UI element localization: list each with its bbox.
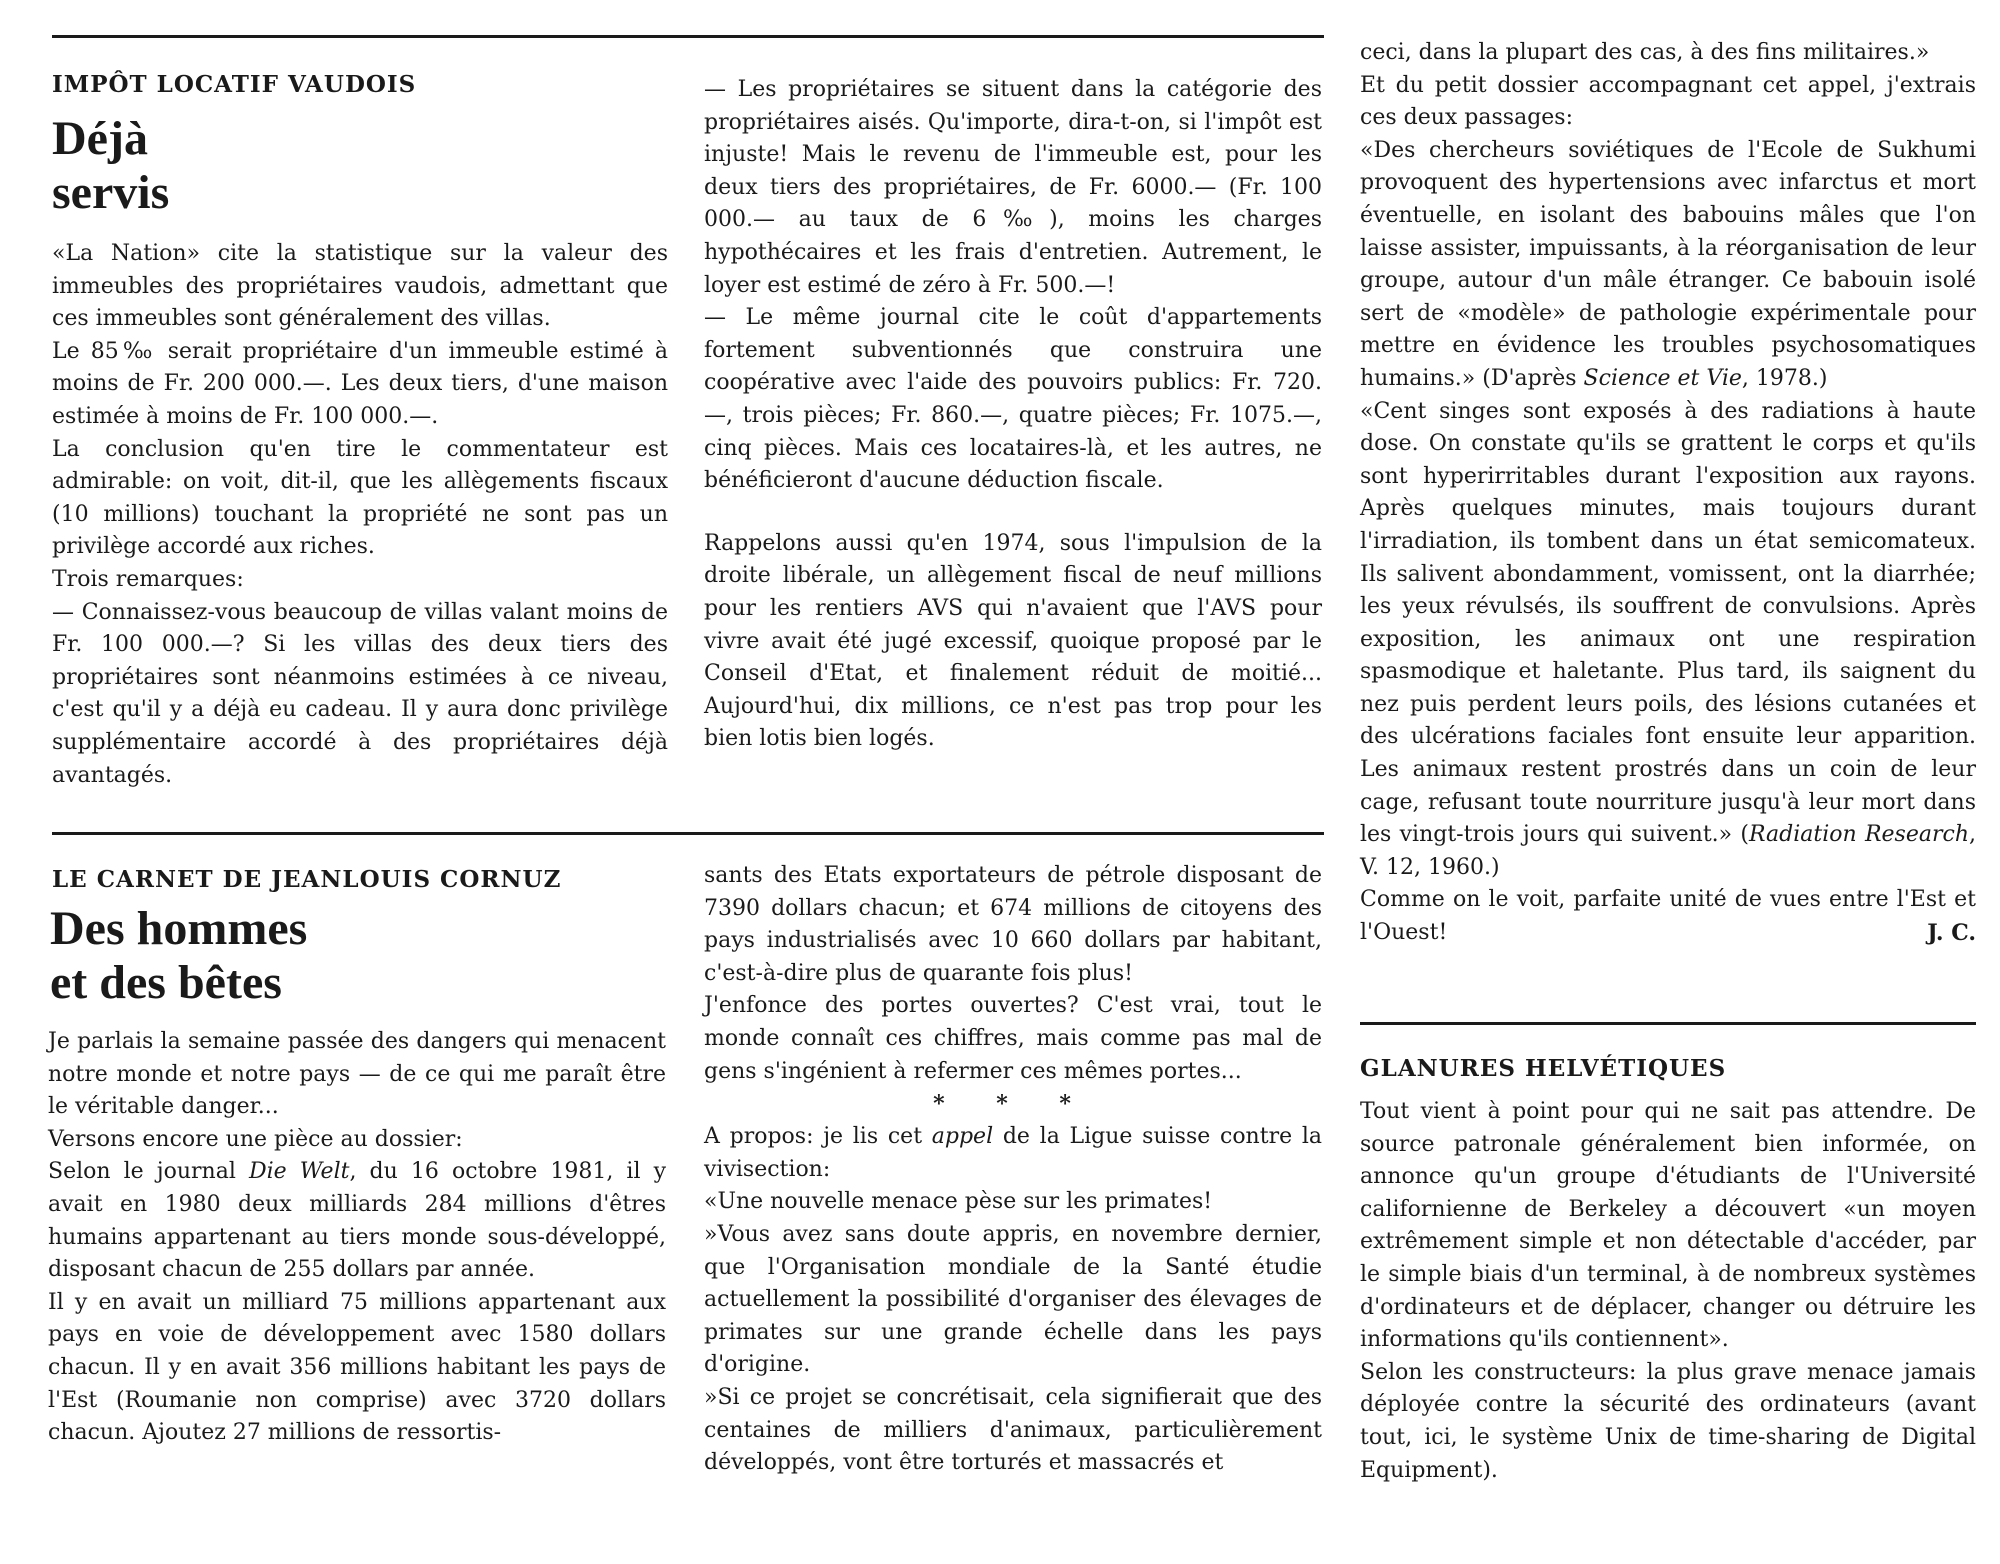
paragraph: «La Nation» cite la statistique sur la valeur des immeubles des propriétaires vaudois, admettant que ces immeubles sont généralement des villas. xyxy=(52,241,668,332)
paragraph: «Une nouvelle menace pèse sur les primates! xyxy=(704,1189,1213,1215)
paragraph: La conclusion qu'en tire le commentateur est admirable: on voit, dit-il, que les allègements fiscaux (10 millions) touchant la propriété ne sont pas un privilège accordé aux riches. xyxy=(52,436,668,560)
headline-carnet xyxy=(50,902,307,1010)
carnet-column-3 xyxy=(1360,37,1976,949)
section-separator: * * * xyxy=(933,1091,1093,1118)
paragraph: Trois remarques: xyxy=(52,566,244,592)
kicker-impot: IMPÔT LOCATIF VAUDOIS xyxy=(52,71,417,98)
paragraph: Et du petit dossier accompagnant cet appel, j'extrais ces deux passages: xyxy=(1360,72,1976,131)
paragraph: — Connaissez-vous beaucoup de villas valant moins de Fr. 100 000.—? Si les villas des deux tiers des propriétaires sont néanmoins estimées à ce niveau, c'est qu'il y a déjà eu cadeau. Il y aura donc privilège supplémentaire accordé à des propriétaires déjà avantagés. xyxy=(52,599,668,788)
publication-title: Science et Vie xyxy=(1583,365,1742,391)
publication-title: Radiation Research xyxy=(1748,822,1969,848)
paragraph: sants des Etats exportateurs de pétrole disposant de 7390 dollars chacun; et 674 millions de citoyens des pays industrialisés avec 10 660 dollars par habitant, c'est-à-dire plus de quarante fois plus! xyxy=(704,863,1322,986)
kicker-carnet: LE CARNET DE JEANLOUIS CORNUZ xyxy=(52,866,562,893)
paragraph: »Si ce projet se concrétisait, cela signifierait que des centaines de milliers d'animaux, particulièrement développés, vont être torturés et massacrés et xyxy=(704,1384,1322,1476)
headline-carnet-line2: et des bêtes xyxy=(50,956,282,1009)
paragraph: Le 85‰ serait propriétaire d'un immeuble estimé à moins de Fr. 200 000.—. Les deux tiers, d'une maison estimée à moins de Fr. 100 000.—. xyxy=(52,338,668,429)
paragraph: — Le même journal cite le coût d'appartements fortement subventionnés que construira une coopérative avec l'aide des pouvoirs publics: Fr. 720.—, trois pièces; Fr. 860.—, quatre pièces; Fr. 1075.—, cinq pièces. Mais ces locataires-là, et les autres, ne bénéficieront d'aucune déduction fiscale. xyxy=(704,305,1322,494)
paragraph: J'enfonce des portes ouvertes? C'est vrai, tout le monde connaît ces chiffres, mais comme pas mal de gens s'ingénient à refermer ces mêmes portes... xyxy=(704,993,1322,1084)
headline-impot xyxy=(52,112,169,220)
impot-column-2 xyxy=(704,74,1322,756)
paragraph: Comme on le voit, parfaite unité de vues entre l'Est et l'Ouest! xyxy=(1360,887,1976,946)
paragraph: Je parlais la semaine passée des dangers qui menacent notre monde et notre pays — de ce qui me paraît être le véritable danger... xyxy=(48,1029,666,1120)
paragraph: Versons encore une pièce au dossier: xyxy=(48,1126,463,1152)
impot-column-1 xyxy=(52,238,668,792)
paragraph: — Les propriétaires se situent dans la catégorie des propriétaires aisés. Qu'importe, dira-t-on, si l'impôt est injuste! Mais le revenu de l'immeuble est, pour les deux tiers des propriétaires, de Fr. 6000.— (Fr. 100 000.— au taux de 6‰), moins les charges hypothécaires et les frais d'entretien. Autrement, le loyer est estimé de zéro à Fr. 500.—! xyxy=(704,77,1322,298)
carnet-column-2 xyxy=(704,860,1322,1480)
publication-title: Die Welt xyxy=(248,1159,350,1185)
middle-rule xyxy=(52,832,1324,835)
paragraph: «Cent singes sont exposés à des radiations à haute dose. On constate qu'ils se grattent le corps et qu'ils sont hyperirritables durant l'exposition aux rayons. Après quelques minutes, mais toujours durant l'irradiation, ils tombent dans un état semicomateux. Ils salivent abondamment, vomissent, ont la diarrhée; les yeux révulsés, ils souffrent de convulsions. Après exposition, les animaux ont une respiration spasmodique et haletante. Plus tard, ils saignent du nez puis perdent leurs poils, des lésions cutanées et des ulcérations faciales font ensuite leur apparition. Les animaux restent prostrés dans un coin de leur cage, refusant toute nourriture jusqu'à leur mort dans les vingt-trois jours qui suivent.» (Radiation Research, V. 12, 1960.) xyxy=(1360,398,1976,880)
paragraph: Rappelons aussi qu'en 1974, sous l'impulsion de la droite libérale, un allègement fiscal de neuf millions pour les rentiers AVS qui n'avaient que l'AVS pour vivre avait été jugé excessif, quoique proposé par le Conseil d'Etat, et finalement réduit de moitié... Aujourd'hui, dix millions, ce n'est pas trop pour les bien lotis bien logés. xyxy=(704,530,1322,752)
paragraph: «Des chercheurs soviétiques de l'Ecole de Sukhumi provoquent des hypertensions avec infarctus et mort éventuelle, en isolant des babouins mâles que l'on laisse assister, impuissants, à la réorganisation de leur groupe, autour d'un mâle étranger. Ce babouin isolé sert de «modèle» de pathologie expérimentale pour mettre en évidence les troubles psychosomatiques humains.» (D'après Science et Vie, 1978.) xyxy=(1360,137,1976,391)
paragraph: Tout vient à point pour qui ne sait pas attendre. De source patronale généralement bien informée, on annonce qu'un groupe d'étudiants de l'Université californienne de Berkeley a découvert «un moyen extrêmement simple et non détectable d'accéder, par le simple biais d'un terminal, à de nombreux systèmes d'ordinateurs et de déplacer, changer ou détruire les informations qu'ils contiennent». xyxy=(1360,1099,1976,1353)
kicker-glanures: GLANURES HELVÉTIQUES xyxy=(1360,1055,1727,1082)
headline-carnet-line1: Des hommes xyxy=(50,902,308,955)
headline-impot-line1: Déjà xyxy=(52,112,148,165)
paragraph: ceci, dans la plupart des cas, à des fins militaires.» xyxy=(1360,40,1930,65)
paragraph: A propos: je lis cet appel de la Ligue suisse contre la vivisection: xyxy=(704,1124,1322,1182)
emphasis: appel xyxy=(931,1124,994,1150)
glanures-rule xyxy=(1360,1022,1976,1025)
author-signature: J. C. xyxy=(1927,919,1976,946)
headline-impot-line2: servis xyxy=(52,166,170,219)
top-rule xyxy=(52,35,1324,38)
paragraph: Selon le journal Die Welt, du 16 octobre 1981, il y avait en 1980 deux milliards 284 millions d'êtres humains appartenant au tiers monde sous-développé, disposant chacun de 255 dollars par année. xyxy=(48,1159,667,1283)
paragraph: Selon les constructeurs: la plus grave menace jamais déployée contre la sécurité des ordinateurs (avant tout, ici, le système Unix de time-sharing de Digital Equipment). xyxy=(1360,1359,1976,1483)
glanures-column xyxy=(1360,1096,1976,1487)
paragraph: Il y en avait un milliard 75 millions appartenant aux pays en voie de développement avec 1580 dollars chacun. Il y en avait 356 millions habitant les pays de l'Est (Roumanie non comprise) avec 3720 dollars chacun. Ajoutez 27 millions de ressortis- xyxy=(48,1289,666,1446)
paragraph: »Vous avez sans doute appris, en novembre dernier, que l'Organisation mondiale de la Santé étudie actuellement la possibilité d'organiser des élevages de primates sur une grande échelle dans les pays d'origine. xyxy=(704,1221,1322,1378)
carnet-column-1 xyxy=(48,1026,666,1450)
